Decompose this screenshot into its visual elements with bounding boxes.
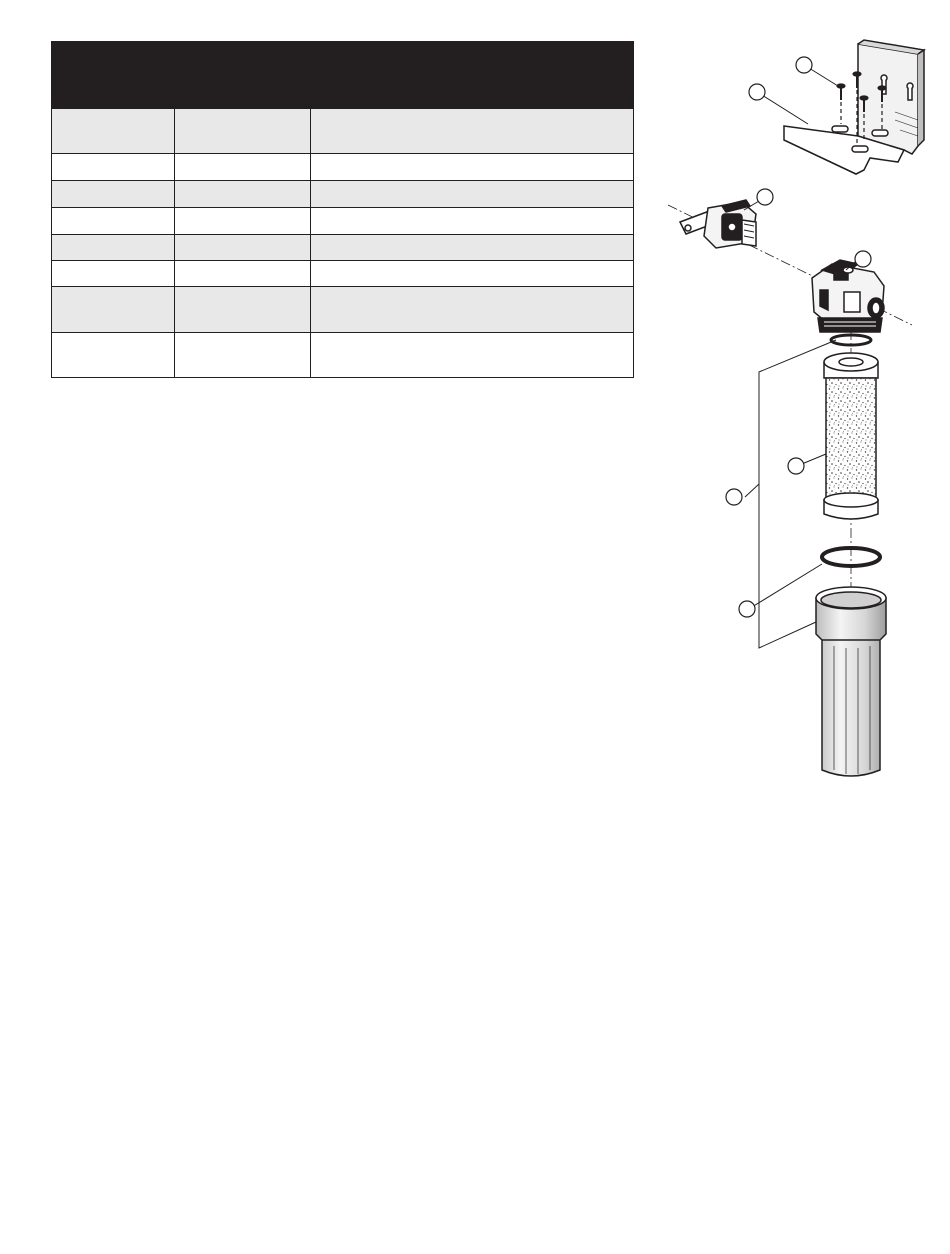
bypass-valve <box>680 200 756 248</box>
table-row <box>52 333 634 378</box>
table-cell <box>311 181 634 208</box>
table-cell <box>52 154 175 181</box>
parts-list-table <box>51 41 634 378</box>
table-row <box>52 154 634 181</box>
table-cell <box>52 333 175 378</box>
callout-circle <box>788 458 804 474</box>
table-row <box>52 287 634 333</box>
table-cell <box>175 181 311 208</box>
table-cell <box>175 261 311 287</box>
table-header-row <box>52 42 634 109</box>
table-row <box>52 181 634 208</box>
table-cell <box>311 109 634 154</box>
table-row <box>52 208 634 235</box>
table-row <box>52 235 634 261</box>
table-cell <box>52 181 175 208</box>
table-cell <box>175 154 311 181</box>
table-cell <box>175 235 311 261</box>
table-cell <box>175 109 311 154</box>
callout-circle <box>749 84 765 100</box>
header-cell-2 <box>175 42 311 109</box>
filter-bowl <box>816 587 886 776</box>
filter-exploded-diagram <box>660 38 940 778</box>
callout-circle <box>757 189 773 205</box>
filter-head <box>812 260 884 332</box>
table-cell <box>52 235 175 261</box>
table-cell <box>52 261 175 287</box>
header-cell-3 <box>311 42 634 109</box>
table-cell <box>175 333 311 378</box>
callout-circle <box>855 251 871 267</box>
table-cell <box>52 109 175 154</box>
table-row <box>52 261 634 287</box>
table-cell <box>311 261 634 287</box>
header-cell-1 <box>52 42 175 109</box>
table-cell <box>175 287 311 333</box>
callout-circle <box>739 601 755 617</box>
table-cell <box>175 208 311 235</box>
table-cell <box>311 154 634 181</box>
table-cell <box>52 287 175 333</box>
filter-cartridge <box>824 353 878 519</box>
table-cell <box>311 208 634 235</box>
table-row <box>52 109 634 154</box>
callout-circle <box>796 57 812 73</box>
table-cell <box>311 287 634 333</box>
table-cell <box>52 208 175 235</box>
table-cell <box>311 235 634 261</box>
callout-circle <box>726 489 742 505</box>
table-cell <box>311 333 634 378</box>
